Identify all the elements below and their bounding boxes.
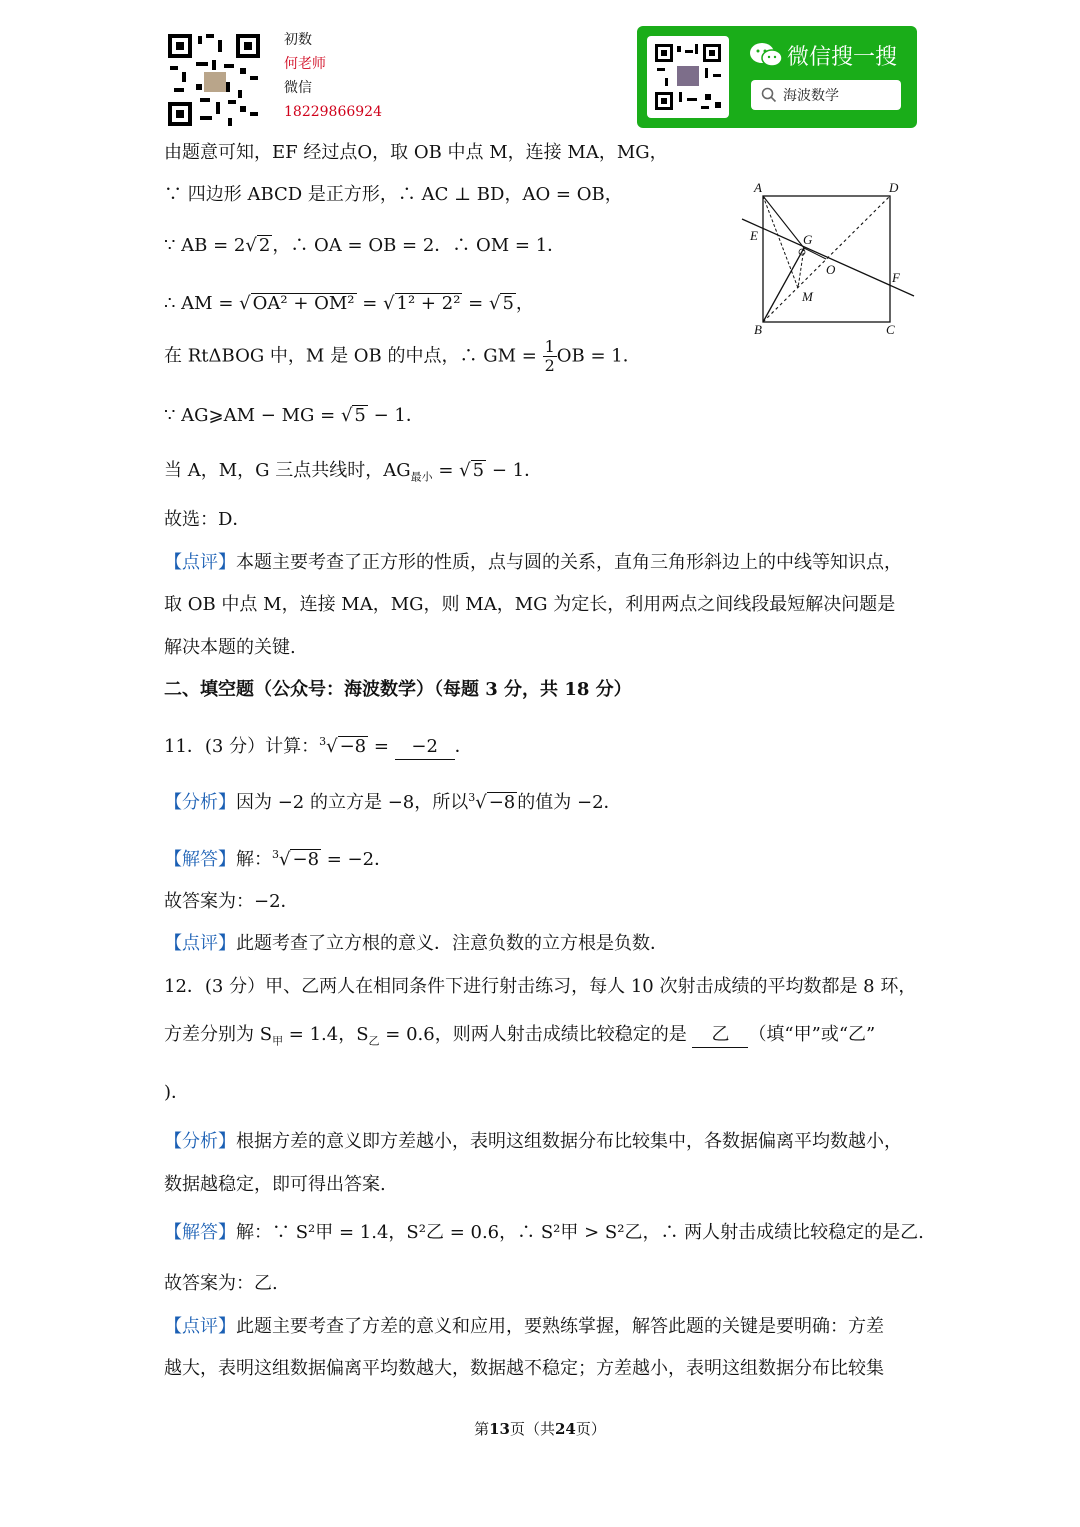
label-d: D	[889, 180, 899, 195]
contact-info	[284, 28, 382, 124]
page-total: 24	[555, 1420, 576, 1438]
qr-code-right	[647, 36, 729, 118]
contact-wechat-label: 微信	[284, 80, 312, 96]
solution-line-6: ∵ AG⩾AM − MG = √ 5 − 1．	[164, 405, 424, 426]
q12-question-line-1: 12．(3 分）甲、乙两人在相同条件下进行射击练习，每人 10 次射击成绩的平均数都是 8 环，	[164, 976, 917, 997]
comment-1-line-3: 解决本题的关键.	[164, 637, 296, 658]
q11-final: 故答案为：−2．	[164, 891, 299, 912]
q12-question-line-3: )．	[164, 1082, 190, 1103]
solution-line-8: 故选：D．	[164, 509, 251, 530]
q12-comment-line-1: 【点评】此题主要考查了方差的意义和应用，要熟练掌握，解答此题的关键是要明确：方差	[164, 1316, 884, 1337]
diagonal-bd	[763, 196, 890, 322]
comment-1-line-1: 【点评】本题主要考查了正方形的性质，点与圆的关系，直角三角形斜边上的中线等知识点，	[164, 552, 902, 573]
label-b: B	[754, 322, 762, 337]
q12-solution: 【解答】解：∵ S²甲 = 1.4，S²乙 = 0.6，∴ S²甲 > S²乙，∴ 两人射击成绩比较稳定的是乙.	[164, 1222, 924, 1243]
segment-gb	[763, 248, 804, 322]
solution-line-1: 由题意可知，EF 经过点O，取 OB 中点 M，连接 MA，MG，	[164, 142, 668, 163]
q12-answer-blank: 乙	[692, 1023, 748, 1048]
search-icon	[761, 87, 777, 103]
label-a: A	[754, 180, 762, 195]
wechat-title	[749, 40, 897, 71]
geometry-figure	[736, 176, 926, 342]
label-e: E	[750, 228, 758, 243]
solution-line-7: 当 A，M，G 三点共线时，$AG_{最小}$ = √ 5 − 1．	[164, 460, 543, 484]
q11-answer-blank: −2	[395, 735, 455, 760]
page-footer: 第13页（共24页）	[474, 1420, 606, 1438]
solution-line-4: ∴ AM = √ OA² + OM² = √ 1² + 2² = √ 5 ，	[164, 293, 534, 314]
solution-line-3: ∵ AB = 2√ 2 ，∴ OA = OB = 2．∴ OM = 1．	[164, 235, 566, 256]
page-number: 13	[489, 1420, 510, 1438]
q12-analysis-line-1: 【分析】根据方差的意义即方差越小，表明这组数据分布比较集中，各数据偏离平均数越小，	[164, 1131, 902, 1152]
label-g: G	[803, 232, 813, 247]
label-c: C	[886, 322, 895, 337]
wechat-title-text: 微信搜一搜	[787, 44, 898, 69]
q11-question: 11．(3 分）计算：$^3$√ −8 = −2 ．	[164, 730, 473, 760]
comment-1-line-2: 取 OB 中点 M，连接 MA，MG，则 MA，MG 为定长，利用两点之间线段最短解决问题是	[164, 594, 896, 615]
segment-go	[804, 248, 826, 259]
label-m: M	[802, 289, 813, 304]
wechat-search-text: 海波数学	[783, 87, 839, 103]
contact-subject: 初数	[284, 32, 312, 48]
q11-solution: 【解答】解：$^3$√ −8 = −2．	[164, 848, 393, 870]
q12-comment-line-2: 越大，表明这组数据偏离平均数越大，数据越不稳定；方差越小，表明这组数据分布比较集	[164, 1358, 884, 1379]
line-ef	[742, 219, 914, 296]
label-o: O	[826, 262, 836, 277]
label-f: F	[892, 270, 900, 285]
wechat-icon	[749, 42, 783, 68]
qr-code-left	[166, 32, 262, 128]
contact-phone: 18229866924	[284, 104, 382, 120]
contact-teacher: 何老师	[284, 56, 326, 72]
segment-ag	[763, 196, 804, 248]
q11-comment: 【点评】此题考查了立方根的意义．注意负数的立方根是负数．	[164, 933, 668, 954]
q12-final: 故答案为：乙.	[164, 1273, 278, 1294]
q12-question-line-2: 方差分别为 $S_甲 = 1.4$，$S_乙 = 0.6$，则两人射击成绩比较稳定的是 乙 （填“甲”或“乙”	[164, 1024, 876, 1048]
solution-line-2: ∵ 四边形 ABCD 是正方形，∴ AC ⊥ BD，AO = OB，	[164, 184, 623, 205]
wechat-search-banner[interactable]	[637, 26, 917, 128]
section-heading-2: 二、填空题（公众号：海波数学）（每题 3 分，共 18 分）	[164, 679, 632, 700]
q12-analysis-line-2: 数据越稳定，即可得出答案.	[164, 1174, 386, 1195]
q11-analysis: 【分析】因为 −2 的立方是 −8，所以$^3$√ −8 的值为 −2．	[164, 791, 622, 813]
solution-line-5: 在 RtΔBOG 中，M 是 OB 的中点，∴ GM = $\frac{1}{2}$ OB = 1．	[164, 337, 641, 375]
wechat-search-box[interactable]	[751, 80, 901, 110]
fraction-half: $\frac{1}{2}$	[544, 337, 555, 375]
